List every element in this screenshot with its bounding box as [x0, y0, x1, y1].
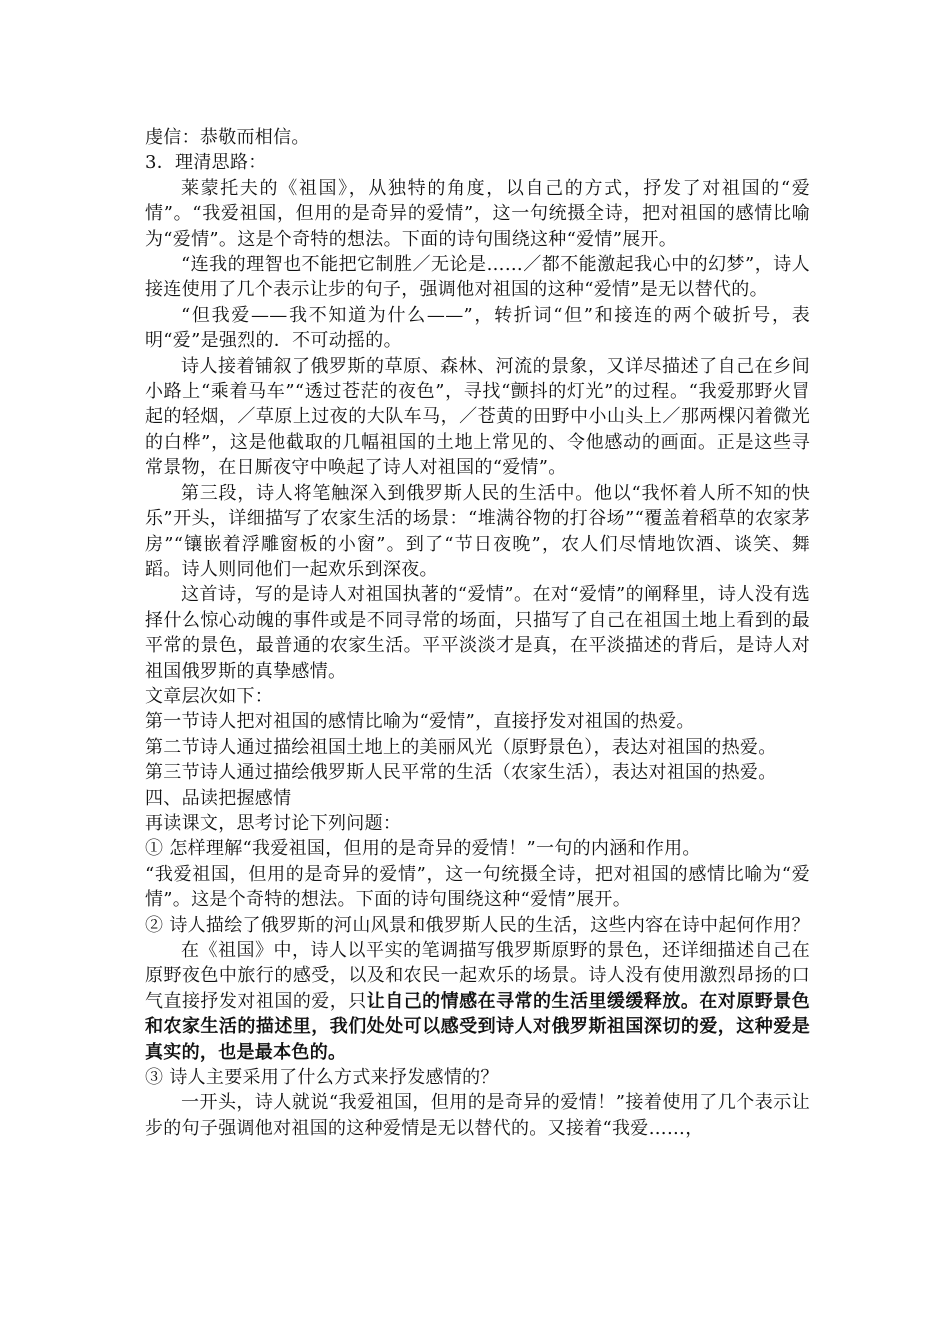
- vocab-line: 虔信：恭敬而相信。: [145, 127, 310, 148]
- answer-2-text: 在《祖国》中，诗人以平实的笔调描写俄罗斯原野的景色，还详细描述自己在原野夜色中旅行的感受，以及和农民一起欢乐的场景。诗人没有使用激烈昂扬的口气直接抒发对祖国的爱，只: [145, 940, 810, 1012]
- section-heading-4: 四、品读把握感情: [145, 787, 292, 809]
- structure-item-2: 第二节诗人通过描绘祖国土地上的美丽风光（原野景色），表达对祖国的热爱。: [145, 736, 777, 758]
- answer-1: “我爱祖国，但用的是奇异的爱情”，这一句统摄全诗，把对祖国的感情比喻为“爱情”。这是个奇特的想法。下面的诗句围绕这种“爱情”展开。: [145, 863, 810, 911]
- discussion-intro: 再读课文，思考讨论下列问题：: [145, 812, 402, 834]
- paragraph-5: 第三段，诗人将笔触深入到俄罗斯人民的生活中。他以“我怀着人所不知的快乐”开头，详细描写了农家生活的场景：“堆满谷物的打谷场”“覆盖着稻草的农家茅房”“镶嵌着浮雕窗板的小窗”。到了“节日夜晚”，农人们尽情地饮酒、谈笑、舞蹈。诗人则同他们一起欢乐到深夜。: [145, 482, 810, 580]
- answer-2-emphasis: 让自己的情感在寻常的生活里缓缓释放。在对原野景色和农家生活的描述里，我们处处可以感受到诗人对俄罗斯祖国深切的爱，这种爱是真实的，也是最本色的。: [145, 990, 810, 1063]
- section-heading-3: 3．理清思路：: [145, 152, 267, 174]
- question-2: ② 诗人描绘了俄罗斯的河山风景和俄罗斯人民的生活，这些内容在诗中起何作用？: [145, 914, 810, 936]
- answer-2: [145, 938, 810, 1065]
- question-3: ③ 诗人主要采用了什么方式来抒发感情的？: [145, 1067, 499, 1089]
- document-body: [145, 125, 810, 1141]
- question-1: ① 怎样理解“我爱祖国，但用的是奇异的爱情！”一句的内涵和作用。: [145, 838, 701, 860]
- answer-3: 一开头，诗人就说“我爱祖国，但用的是奇异的爱情！”接着使用了几个表示让步的句子强调他对祖国的这种爱情是无以替代的。又接着“我爱……，: [145, 1092, 810, 1139]
- paragraph-3: “但我爱——我不知道为什么——”，转折词“但”和接连的两个破折号，表明“爱”是强烈的．不可动摇的。: [145, 304, 810, 352]
- paragraph-6: 这首诗，写的是诗人对祖国执著的“爱情”。在对“爱情”的阐释里，诗人没有选择什么惊心动魄的事件或是不同寻常的场面，只描写了自己在祖国土地上看到的最平常的景色，最普通的农家生活。平平淡淡才是真，在平淡描述的背后，是诗人对祖国俄罗斯的真挚感情。: [145, 584, 810, 682]
- paragraph-1: 莱蒙托夫的《祖国》，从独特的角度，以自己的方式，抒发了对祖国的“爱情”。“我爱祖国，但用的是奇异的爱情”，这一句统摄全诗，把对祖国的感情比喻为“爱情”。这是个奇特的想法。下面的诗句围绕这种“爱情”展开。: [145, 177, 810, 250]
- paragraph-4: 诗人接着铺叙了俄罗斯的草原、森林、河流的景象，又详尽描述了自己在乡间小路上“乘着马车”“透过苍茫的夜色”，寻找“颤抖的灯光”的过程。“我爱那野火冒起的轻烟，／草原上过夜的大队车马，／苍黄的田野中小山头上／那两棵闪着微光的白桦”，这是他截取的几幅祖国的土地上常见的、令他感动的画面。正是这些寻常景物，在日厮夜守中唤起了诗人对祖国的“爱情”。: [145, 355, 810, 479]
- paragraph-2: “连我的理智也不能把它制胜／无论是……／都不能激起我心中的幻梦”，诗人接连使用了几个表示让步的句子，强调他对祖国的这种“爱情”是无以替代的。: [145, 254, 810, 301]
- structure-heading: 文章层次如下：: [145, 685, 274, 707]
- structure-item-3: 第三节诗人通过描绘俄罗斯人民平常的生活（农家生活），表达对祖国的热爱。: [145, 762, 777, 784]
- structure-item-1: 第一节诗人把对祖国的感情比喻为“爱情”，直接抒发对祖国的热爱。: [145, 711, 695, 733]
